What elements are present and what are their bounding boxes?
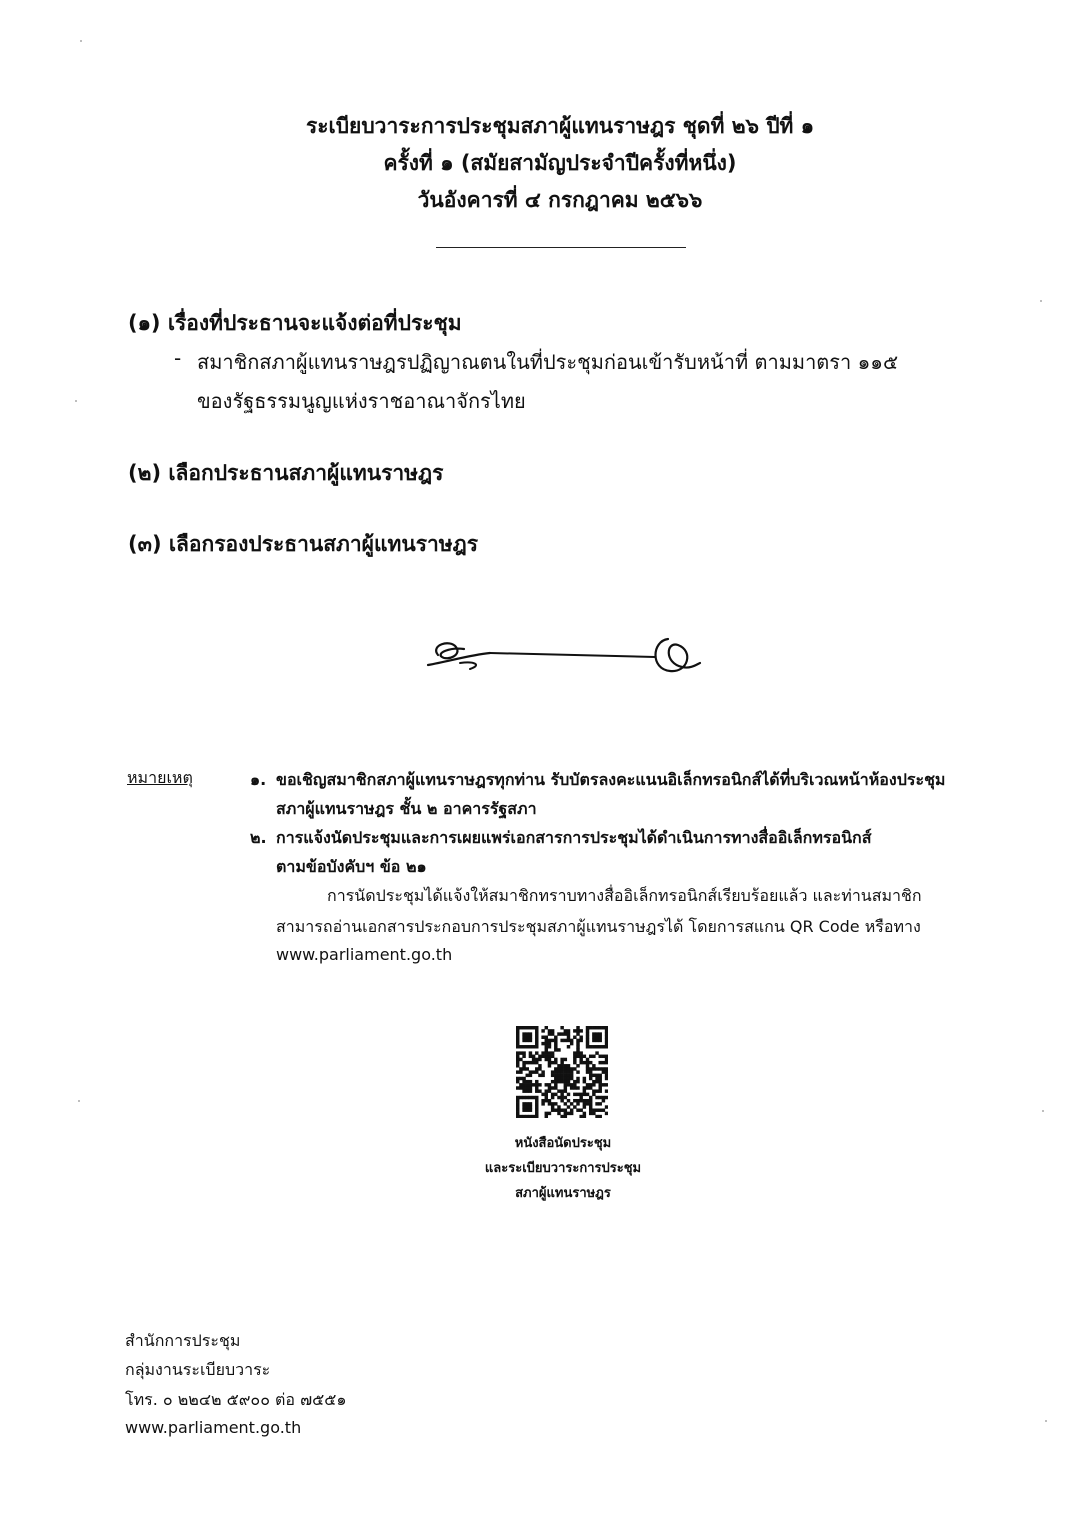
agenda-item-1-heading: (๑) เรื่องที่ประธานจะแจ้งต่อที่ประชุม: [128, 311, 462, 335]
notes-label: หมายเหตุ: [127, 768, 193, 787]
scan-speck: [78, 1100, 80, 1102]
title-line-3: วันอังคารที่ ๔ กรกฎาคม ๒๕๖๖: [417, 188, 703, 212]
qr-code: [516, 1026, 608, 1118]
note-1-line-2: สภาผู้แทนราษฎร ชั้น ๒ อาคารรัฐสภา: [276, 799, 537, 818]
scan-speck: [1045, 1420, 1047, 1422]
agenda-item-3-heading: (๓) เลือกรองประธานสภาผู้แทนราษฎร: [128, 532, 479, 556]
footer-group: กลุ่มงานระเบียบวาระ: [125, 1360, 271, 1379]
scan-speck: [1042, 1110, 1044, 1112]
signature: [420, 625, 710, 685]
note-2-line-1: การแจ้งนัดประชุมและการเผยแพร่เอกสารการประชุมได้ดำเนินการทางสื่ออิเล็กทรอนิกส์: [276, 828, 872, 847]
note-1-number: ๑.: [250, 770, 267, 789]
scan-speck: [1040, 300, 1042, 302]
note-2-paragraph-line-3: www.parliament.go.th: [276, 945, 453, 964]
note-2-paragraph-line-1: การนัดประชุมได้แจ้งให้สมาชิกทราบทางสื่ออิเล็กทรอนิกส์เรียบร้อยแล้ว และท่านสมาชิก: [327, 886, 922, 905]
footer-office: สำนักการประชุม: [125, 1331, 241, 1350]
qr-caption-line-3: สภาผู้แทนราษฎร: [515, 1186, 611, 1201]
title-line-2: ครั้งที่ ๑ (สมัยสามัญประจำปีครั้งที่หนึ่ง): [383, 151, 737, 175]
agenda-item-1-line-1: สมาชิกสภาผู้แทนราษฎรปฏิญาณตนในที่ประชุมก่อนเข้ารับหน้าที่ ตามมาตรา ๑๑๕: [197, 350, 899, 374]
title-divider: [436, 247, 686, 248]
scan-speck: [80, 40, 82, 42]
note-2-line-2: ตามข้อบังคับฯ ข้อ ๒๑: [276, 857, 427, 876]
note-2-number: ๒.: [250, 828, 267, 847]
footer-website: www.parliament.go.th: [125, 1418, 302, 1437]
footer-phone: โทร. ๐ ๒๒๔๒ ๕๙๐๐ ต่อ ๗๕๕๑: [125, 1390, 347, 1409]
scan-speck: [75, 400, 77, 402]
agenda-item-1-line-2: ของรัฐธรรมนูญแห่งราชอาณาจักรไทย: [197, 389, 526, 413]
agenda-item-1-bullet: -: [174, 346, 182, 370]
qr-caption-line-2: และระเบียบวาระการประชุม: [484, 1161, 642, 1176]
qr-caption-line-1: หนังสือนัดประชุม: [514, 1136, 612, 1151]
title-line-1: ระเบียบวาระการประชุมสภาผู้แทนราษฎร ชุดที่ ๒๖ ปีที่ ๑: [305, 114, 815, 138]
note-2-paragraph-line-2: สามารถอ่านเอกสารประกอบการประชุมสภาผู้แทนราษฎรได้ โดยการสแกน QR Code หรือทาง: [276, 917, 921, 936]
note-1-line-1: ขอเชิญสมาชิกสภาผู้แทนราษฎรทุกท่าน รับบัตรลงคะแนนอิเล็กทรอนิกส์ได้ที่บริเวณหน้าห้องประชุม: [276, 770, 946, 789]
agenda-item-2-heading: (๒) เลือกประธานสภาผู้แทนราษฎร: [128, 461, 444, 485]
